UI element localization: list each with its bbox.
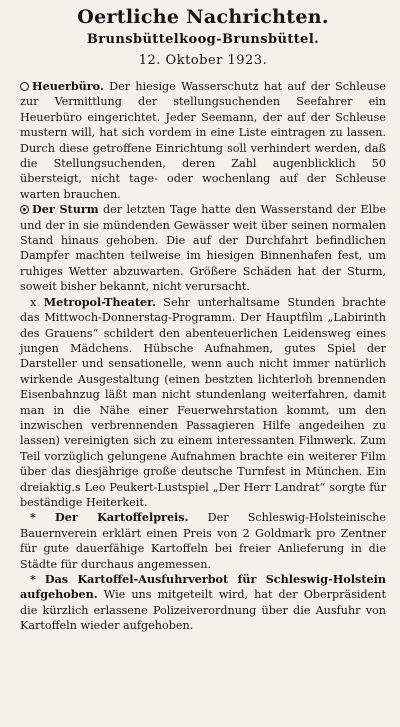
- article-sturm: [20, 202, 386, 294]
- article-body: Der hiesige Wasserschutz hat auf der Schleuse zur Vermittlung der stellungsuchenden Seefahrer ein Heuerbüro eingerichtet. Jeder Seemann, der auf der Schleuse mustern will, hat sich vordem in eine Liste eintragen zu lassen. Durch diese getroffene Einrichtung soll verhindert werden, daß die Stellungsuchenden, deren Zahl augenblicklich 50 übersteigt, nicht tage- oder wochenlang auf der Schleuse warten brauchen.: [20, 80, 386, 201]
- circle-marker-icon: [20, 82, 29, 91]
- article-lead: Metropol-Theater.: [43, 294, 156, 309]
- article-body: Wie uns mitgeteilt wird, hat der Oberpräsident die kürzlich erlassene Polizeiverordnung über die Ausfuhr von Kartoffeln wieder aufgehoben.: [20, 588, 386, 633]
- article-heuerbuero: [20, 79, 386, 202]
- article-lead: Der Kartoffelpreis.: [55, 510, 189, 525]
- article-body: Der Schleswig-Holsteinische Bauernverein erklärt einen Preis von 2 Goldmark pro Zentner für gute dauerfähige Kartoffeln bei freier Anlieferung in die Städte für durchaus angemessen.: [20, 511, 387, 571]
- article-kartoffelpreis: [20, 510, 386, 572]
- article-body: der letzten Tage hatte den Wasserstand der Elbe und der in sie mündenden Gewässer weit über seinen normalen Stand hinaus gehoben. Die auf der Durchfahrt befindlichen Dampfer machten teilweise im hiesigen Binnenhafen fest, um ruhiges Wetter abzuwarten. Größere Schäden hat der Sturm, soweit bisher bekannt, nicht verursacht.: [20, 203, 386, 294]
- location-heading: Brunsbüttelkoog-Brunsbüttel.: [86, 32, 320, 47]
- asterisk-marker: *: [30, 572, 36, 586]
- article-lead: Das Kartoffel-Ausfuhrverbot für Schleswig-Holstein aufgehoben.: [20, 572, 386, 602]
- article-lead: Heuerbüro.: [32, 79, 104, 93]
- article-kartoffel-ausfuhrverbot: [20, 572, 386, 634]
- section-heading: Oertliche Nachrichten.: [77, 6, 329, 28]
- article-metropol-theater: [20, 295, 386, 511]
- x-marker: x: [30, 295, 37, 309]
- article-body: Sehr unterhaltsame Stunden brachte das Mittwoch-Donnerstag-Programm. Der Hauptfilm „Labirinth des Grauens“ schildert den abenteuerlichen Leidensweg eines jungen Mädchens. Hübsche Aufnahmen, gutes Spiel der Darsteller und sensationelle, wenn auch nicht immer natürlich wirkende Ausgestaltung (einen bestzten lichterloh brennenden Eisenbahnzug läßt man nicht stundenlang weiterfahren, damit man in die Nähe einer Feuerwehrstation kommt, um den inzwischen verbrennenden Passagieren Hilfe angedeihen zu lassen) vereinigten sich zu einem interessanten Filmwerk. Zum Teil vorzüglich gelungene Aufnahmen brachte ein weiterer Film über das diesjährige große deutsche Turnfest in München. Ein dreiaktig.s Leo Peukert-Lustspiel „Der Herr Landrat“ sorgte für beständige Heiterkeit.: [20, 295, 387, 509]
- article-lead: Der Sturm: [32, 202, 99, 217]
- dateline: 12. Oktober 1923.: [138, 53, 268, 68]
- circle-dot-marker-icon: [20, 205, 29, 214]
- asterisk-marker: *: [30, 510, 36, 525]
